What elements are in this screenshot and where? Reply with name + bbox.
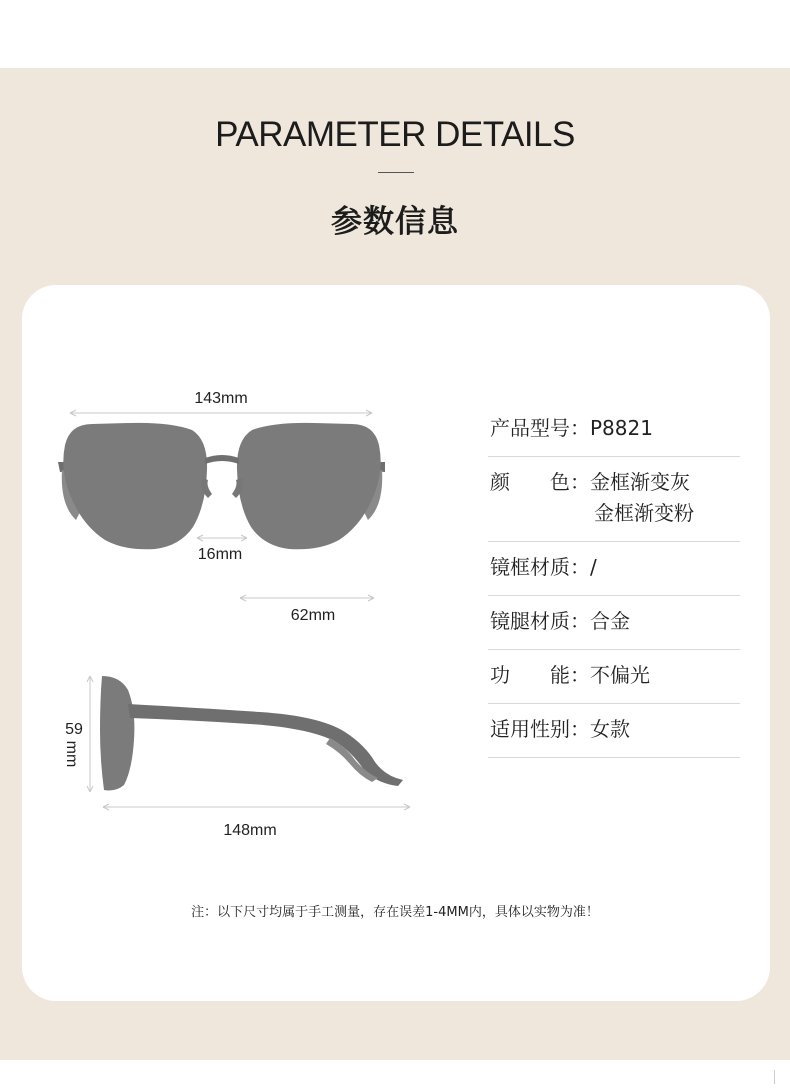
- page-title-en: PARAMETER DETAILS: [215, 115, 575, 154]
- spec-label: 颜 色：: [490, 470, 590, 494]
- spec-row-gender: [488, 704, 740, 758]
- right-lens: [237, 423, 381, 549]
- spec-value: 不偏光: [590, 663, 650, 687]
- spec-table: [488, 403, 740, 758]
- front-view-glasses: [58, 423, 385, 549]
- spec-row-function: [488, 650, 740, 704]
- height-dimension: [63, 676, 93, 792]
- height-unit-label: mm: [63, 740, 80, 768]
- bridge-dimension: [197, 535, 247, 563]
- spec-row-frame-material: [488, 542, 740, 596]
- spec-row-model: [488, 403, 740, 457]
- spec-label: 产品型号：: [490, 416, 590, 440]
- temple-label: 148mm: [223, 822, 277, 839]
- spec-label: 功 能：: [490, 663, 590, 687]
- spec-label: 镜腿材质：: [490, 609, 590, 633]
- spec-label: 适用性别：: [490, 717, 590, 741]
- spec-value: 合金: [590, 609, 630, 633]
- spec-value: 女款: [590, 717, 630, 741]
- width-label: 143mm: [194, 390, 248, 407]
- spec-value: P8821: [590, 416, 653, 440]
- page-title-cn: 参数信息: [331, 204, 459, 240]
- spec-value: /: [590, 555, 597, 579]
- lens-dimension: [240, 595, 374, 624]
- spec-value: 金框渐变灰: [590, 470, 690, 494]
- lens-label: 62mm: [290, 607, 336, 624]
- spec-value-secondary: 金框渐变粉: [594, 501, 694, 525]
- spec-row-temple-material: [488, 596, 740, 650]
- measurement-note: 注：以下尺寸均属于手工测量，存在误差1-4MM内，具体以实物为准！: [191, 905, 599, 920]
- spec-label: 镜框材质：: [490, 555, 590, 579]
- height-label: 59: [65, 721, 83, 738]
- divider: [774, 1070, 775, 1084]
- width-dimension: [70, 390, 372, 416]
- spec-row-color: [488, 457, 740, 542]
- temple-dimension: [103, 804, 410, 839]
- left-lens: [63, 423, 207, 549]
- side-view-glasses: [100, 676, 403, 790]
- bridge-label: 16mm: [197, 546, 243, 563]
